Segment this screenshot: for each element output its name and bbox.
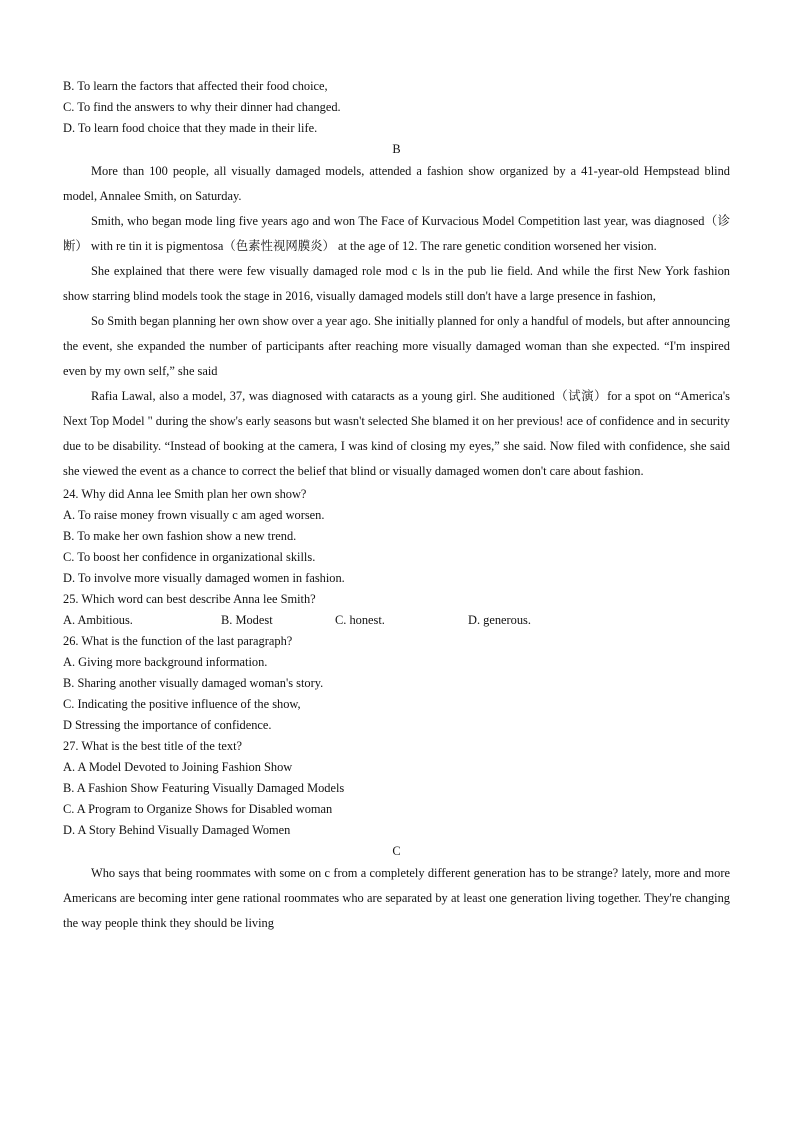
question-option: B. Sharing another visually damaged woman's story. <box>63 676 324 690</box>
passage-paragraph: More than 100 people, all visually damaged models, attended a fashion show organized by a 41-year-old Hempstead blind model, Annalee Smith, on Saturday. <box>63 164 730 203</box>
question-option: A. A Model Devoted to Joining Fashion Show <box>63 760 293 774</box>
question-option: A. Ambitious. <box>63 613 133 627</box>
question-option: C. A Program to Organize Shows for Disabled woman <box>63 802 333 816</box>
question-stem: 27. What is the best title of the text? <box>63 739 243 753</box>
section-heading: C <box>392 844 401 858</box>
question-option: D. generous. <box>468 613 531 627</box>
question-option: D. A Story Behind Visually Damaged Women <box>63 823 291 837</box>
passage-paragraph: Who says that being roommates with some on c from a completely different generation has to be strange? lately, more and more Americans are becoming inter gene rational roommates who are separated by at least one generation living together. They're changing the way people think they should be living <box>63 866 730 930</box>
passage-paragraph: Smith, who began mode ling five years ago and won The Face of Kurvacious Model Competition last year, was diagnosed（诊断） with re tin it is pigmentosa（色素性视网膜炎） at the age of 12. The rare genetic condition worsened her vision. <box>63 214 730 253</box>
section-heading: B <box>392 142 401 156</box>
question-stem: 25. Which word can best describe Anna lee Smith? <box>63 592 316 606</box>
question-option: B. To make her own fashion show a new trend. <box>63 529 297 543</box>
question-stem: 26. What is the function of the last paragraph? <box>63 634 293 648</box>
question-stem: 24. Why did Anna lee Smith plan her own show? <box>63 487 307 501</box>
option-line: C. To find the answers to why their dinner had changed. <box>63 100 341 114</box>
question-options-row <box>63 610 730 631</box>
question-option: A. Giving more background information. <box>63 655 268 669</box>
question-option: C. To boost her confidence in organizational skills. <box>63 550 316 564</box>
question-option: C. Indicating the positive influence of the show, <box>63 697 301 711</box>
question-option: D. To involve more visually damaged women in fashion. <box>63 571 345 585</box>
question-option: C. honest. <box>335 613 385 627</box>
passage-paragraph: Rafia Lawal, also a model, 37, was diagnosed with cataracts as a young girl. She auditioned（试演）for a spot on “America's Next Top Model " during the show's early seasons but wasn't selected She blamed it on her previous! ace of confidence and in security due to be disability. “Instead of booking at the camera, I was kind of closing my eyes,” she said. Now filed with confidence, she said she viewed the event as a chance to correct the belief that blind or visually damaged women don't care about fashion. <box>63 389 730 478</box>
question-option: A. To raise money frown visually c am aged worsen. <box>63 508 325 522</box>
question-option: B. A Fashion Show Featuring Visually Damaged Models <box>63 781 345 795</box>
option-line: B. To learn the factors that affected their food choice, <box>63 79 328 93</box>
question-option: D Stressing the importance of confidence. <box>63 718 272 732</box>
passage-paragraph: She explained that there were few visually damaged role mod c ls in the pub lie field. And while the first New York fashion show starring blind models took the stage in 2016, visually damaged models still don't have a large presence in fashion, <box>63 264 730 303</box>
passage-paragraph: So Smith began planning her own show over a year ago. She initially planned for only a handful of models, but after announcing the event, she expanded the number of participants after reaching more visually damaged woman than she expected. “I'm inspired even by my own self,” she said <box>63 314 730 378</box>
option-line: D. To learn food choice that they made in their life. <box>63 121 318 135</box>
question-option: B. Modest <box>221 613 273 627</box>
